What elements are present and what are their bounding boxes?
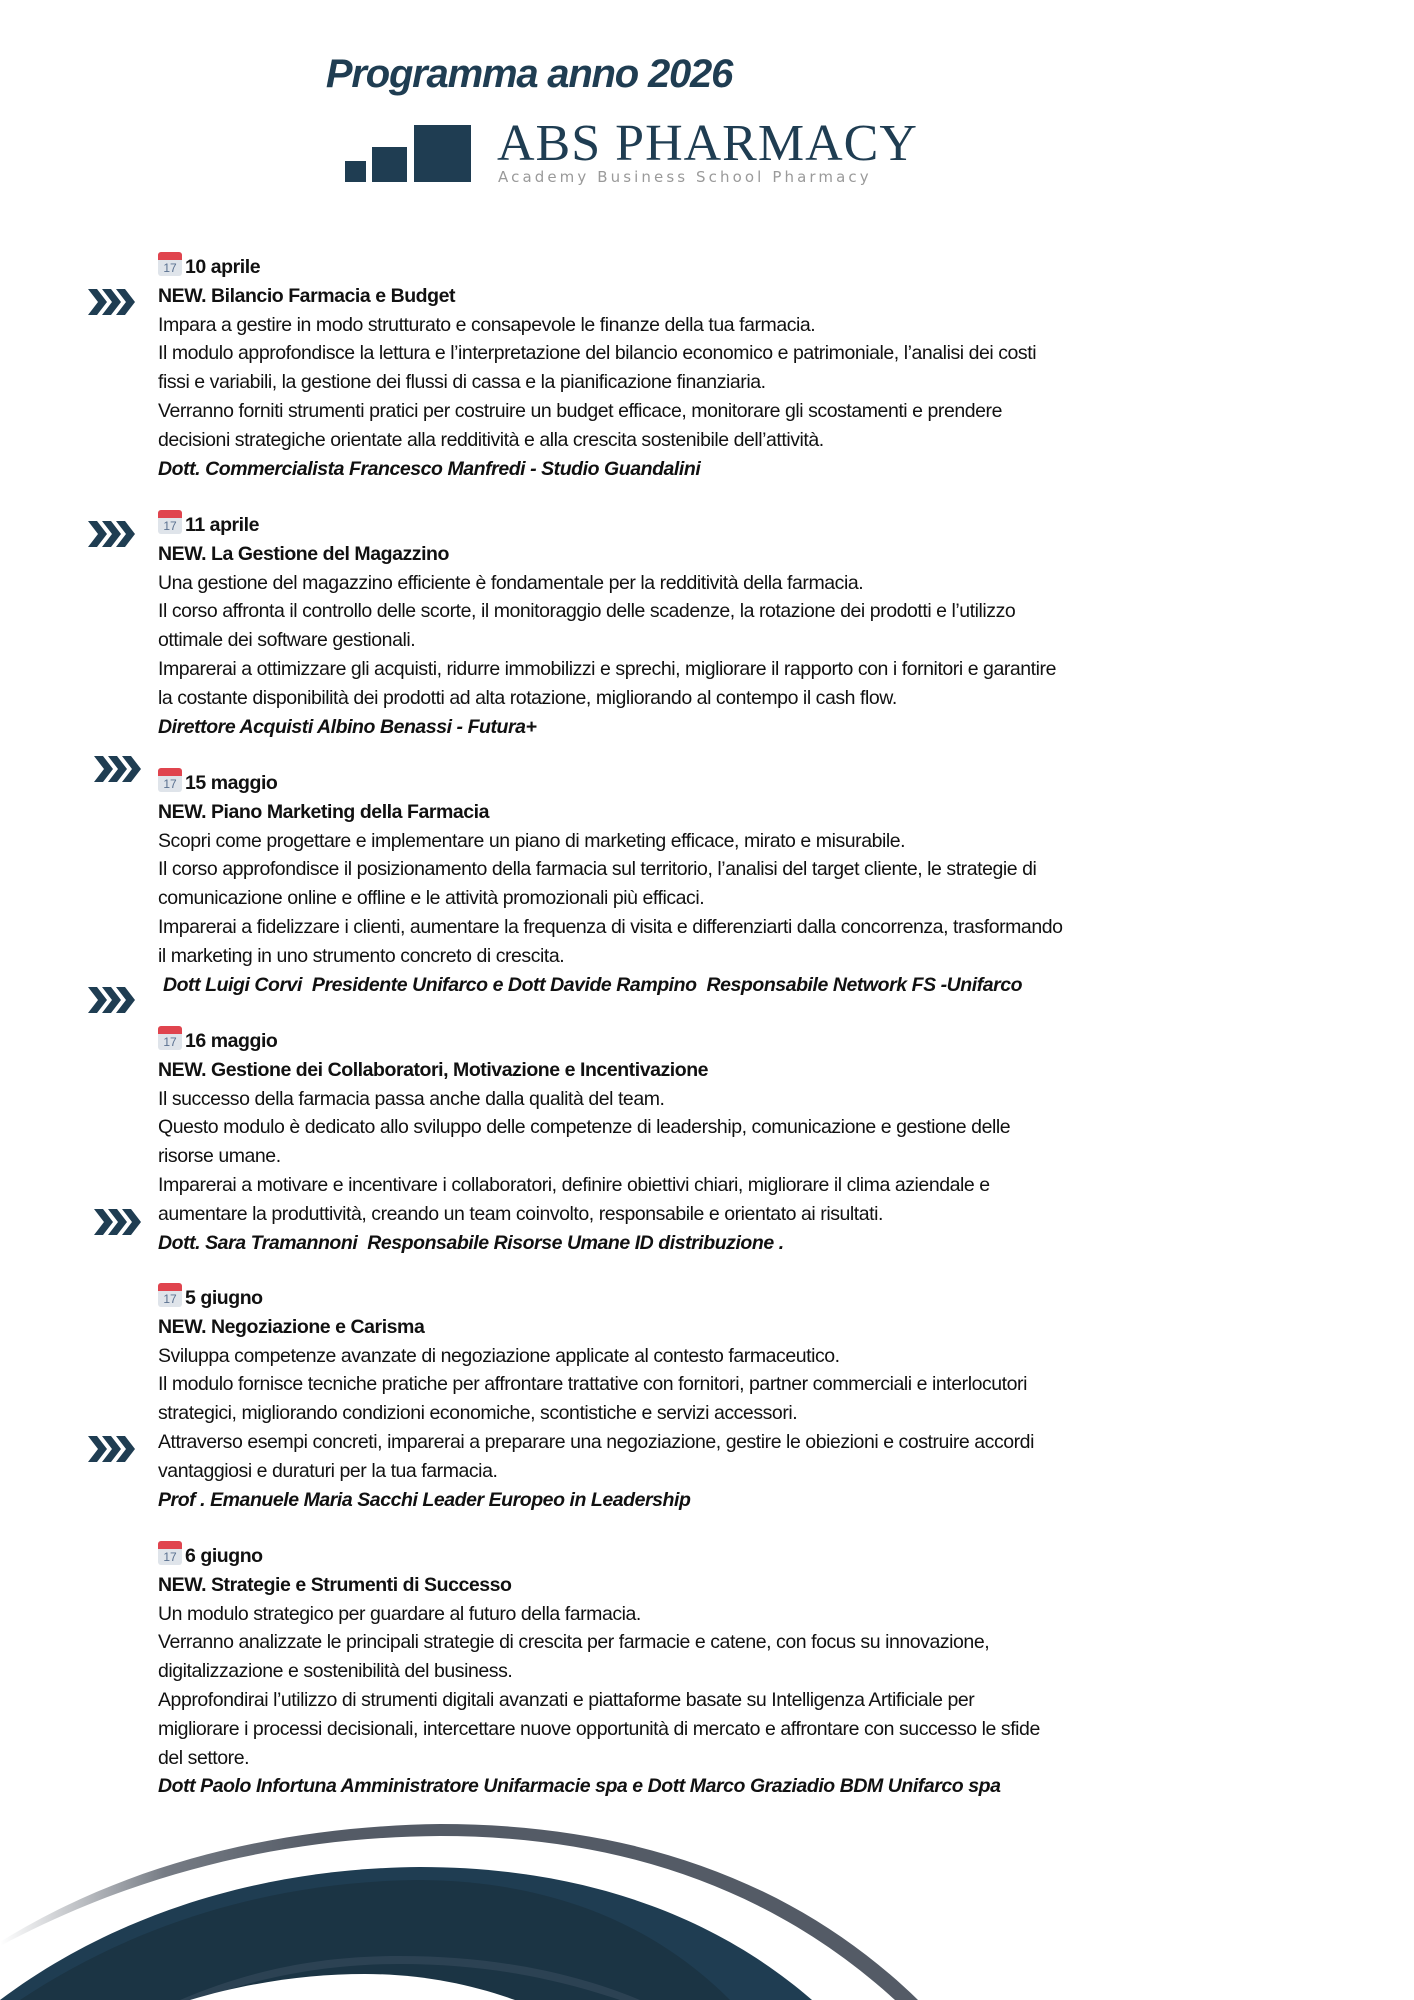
- course-description-line: Sviluppa competenze avanzate di negoziazione applicate al contesto farmaceutico.: [158, 1344, 840, 1367]
- course-title: NEW. Strategie e Strumenti di Successo: [158, 1573, 512, 1596]
- course-date-row: [158, 252, 1318, 282]
- logo-square-large: [414, 125, 471, 182]
- chevrons-right-icon: [94, 1209, 142, 1235]
- course-speaker: Dott Paolo Infortuna Amministratore Unifarmacie spa e Dott Marco Graziadio BDM Unifarco spa: [158, 1775, 1001, 1798]
- course-section: [158, 1541, 1318, 1801]
- course-section: [158, 1026, 1318, 1257]
- course-description-line: Verranno forniti strumenti pratici per costruire un budget efficace, monitorare gli scostamenti e prendere: [158, 399, 1002, 422]
- course-section: [158, 510, 1318, 741]
- course-date-row: [158, 1541, 1318, 1571]
- course-description-line: Attraverso esempi concreti, imparerai a preparare una negoziazione, gestire le obiezioni e costruire accordi: [158, 1430, 1034, 1453]
- course-description-line: ottimale dei software gestionali.: [158, 629, 416, 652]
- course-title: NEW. La Gestione del Magazzino: [158, 542, 449, 565]
- course-description-line: Imparerai a motivare e incentivare i collaboratori, definire obiettivi chiari, migliorare il clima aziendale e: [158, 1173, 990, 1196]
- course-description-line: decisioni strategiche orientate alla redditività e alla crescita sostenibile dell’attività.: [158, 428, 824, 451]
- course-description-line: Verranno analizzate le principali strategie di crescita per farmacie e catene, con focus su innovazione,: [158, 1631, 990, 1654]
- course-section: [158, 768, 1318, 999]
- calendar-icon: 17: [158, 1283, 182, 1307]
- calendar-icon: 17: [158, 768, 182, 792]
- course-description-line: Questo modulo è dedicato allo sviluppo delle competenze di leadership, comunicazione e gestione delle: [158, 1116, 1011, 1139]
- course-description-line: digitalizzazione e sostenibilità del business.: [158, 1660, 513, 1683]
- course-description-line: migliorare i processi decisionali, intercettare nuove opportunità di mercato e affrontare con successo le sfide: [158, 1717, 1040, 1740]
- chevrons-right-icon: [88, 521, 136, 547]
- logo-tagline: Academy Business School Pharmacy: [498, 168, 872, 186]
- course-speaker: Dott. Sara Tramannoni Responsabile Risorse Umane ID distribuzione .: [158, 1231, 784, 1254]
- course-date-row: [158, 768, 1318, 798]
- decorative-arcs: [0, 1780, 1414, 2000]
- course-description-line: vantaggiosi e duraturi per la tua farmacia.: [158, 1459, 498, 1482]
- course-date-row: [158, 1283, 1318, 1313]
- course-speaker: Prof . Emanuele Maria Sacchi Leader Europeo in Leadership: [158, 1488, 691, 1511]
- course-description-line: Scopri come progettare e implementare un piano di marketing efficace, mirato e misurabile.: [158, 829, 906, 852]
- course-description-line: Il corso affronta il controllo delle scorte, il monitoraggio delle scadenze, la rotazione dei prodotti e l’utilizzo: [158, 600, 1016, 623]
- course-description-line: aumentare la produttività, creando un team coinvolto, responsabile e orientato ai risultati.: [158, 1202, 883, 1225]
- course-section: [158, 252, 1318, 483]
- course-date: 6 giugno: [185, 1545, 263, 1567]
- course-description-line: Approfondirai l’utilizzo di strumenti digitali avanzati e piattaforme basate su Intelligenza Artificiale per: [158, 1688, 975, 1711]
- course-description-line: Imparerai a fidelizzare i clienti, aumentare la frequenza di visita e differenziarti dalla concorrenza, trasformando: [158, 915, 1063, 938]
- calendar-icon: 17: [158, 1026, 182, 1050]
- course-title: NEW. Bilancio Farmacia e Budget: [158, 284, 456, 307]
- course-description-line: Il corso approfondisce il posizionamento della farmacia sul territorio, l’analisi del target cliente, le strategie di: [158, 858, 1037, 881]
- page-title-wrap: [0, 52, 1414, 97]
- chevrons-right-icon: [88, 1436, 136, 1462]
- course-description-line: Il modulo approfondisce la lettura e l’interpretazione del bilancio economico e patrimoniale, l’analisi dei costi: [158, 342, 1037, 365]
- chevrons-right-icon: [94, 756, 142, 782]
- course-description-line: risorse umane.: [158, 1145, 281, 1168]
- course-title: NEW. Gestione dei Collaboratori, Motivazione e Incentivazione: [158, 1058, 709, 1081]
- calendar-icon: 17: [158, 510, 182, 534]
- course-description-line: Un modulo strategico per guardare al futuro della farmacia.: [158, 1602, 641, 1625]
- course-date-row: [158, 1026, 1318, 1056]
- course-section: [158, 1283, 1318, 1514]
- course-title: NEW. Negoziazione e Carisma: [158, 1315, 425, 1338]
- logo-square-medium: [372, 147, 407, 182]
- abs-pharmacy-logo: [345, 115, 918, 193]
- calendar-icon: 17: [158, 1541, 182, 1565]
- course-date: 5 giugno: [185, 1287, 263, 1309]
- course-date-row: [158, 510, 1318, 540]
- course-description-line: Il modulo fornisce tecniche pratiche per affrontare trattative con fornitori, partner commerciali e interlocutori: [158, 1373, 1027, 1396]
- logo-wordmark: ABS PHARMACY: [497, 115, 918, 172]
- course-date: 15 maggio: [185, 772, 278, 794]
- course-description-line: strategici, migliorando condizioni economiche, scontistiche e servizi accessori.: [158, 1402, 798, 1425]
- course-description-line: del settore.: [158, 1746, 250, 1769]
- course-description-line: il marketing in uno strumento concreto di crescita.: [158, 944, 565, 967]
- page-title: Programma anno 2026: [325, 52, 733, 96]
- course-description-line: Impara a gestire in modo strutturato e consapevole le finanze della tua farmacia.: [158, 313, 816, 336]
- chevrons-right-icon: [88, 289, 136, 315]
- course-description-line: Il successo della farmacia passa anche dalla qualità del team.: [158, 1087, 665, 1110]
- course-description-line: la costante disponibilità dei prodotti ad alta rotazione, migliorando al contempo il cash flow.: [158, 686, 897, 709]
- course-date: 16 maggio: [185, 1030, 278, 1052]
- course-description-line: fissi e variabili, la gestione dei flussi di cassa e la pianificazione finanziaria.: [158, 371, 766, 394]
- chevrons-right-icon: [88, 987, 136, 1013]
- course-speaker: Dott Luigi Corvi Presidente Unifarco e Dott Davide Rampino Responsabile Network FS -Unifarco: [158, 973, 1023, 996]
- course-description-line: Imparerai a ottimizzare gli acquisti, ridurre immobilizzi e sprechi, migliorare il rapporto con i fornitori e garantire: [158, 657, 1056, 680]
- calendar-icon: 17: [158, 252, 182, 276]
- course-date: 10 aprile: [185, 256, 261, 278]
- course-date: 11 aprile: [185, 514, 260, 536]
- course-title: NEW. Piano Marketing della Farmacia: [158, 800, 490, 823]
- course-description-line: Una gestione del magazzino efficiente è fondamentale per la redditività della farmacia.: [158, 571, 864, 594]
- course-description-line: comunicazione online e offline e le attività promozionali più efficaci.: [158, 887, 705, 910]
- course-speaker: Dott. Commercialista Francesco Manfredi - Studio Guandalini: [158, 457, 701, 480]
- logo-square-small: [345, 161, 366, 182]
- course-speaker: Direttore Acquisti Albino Benassi - Futura+: [158, 715, 537, 738]
